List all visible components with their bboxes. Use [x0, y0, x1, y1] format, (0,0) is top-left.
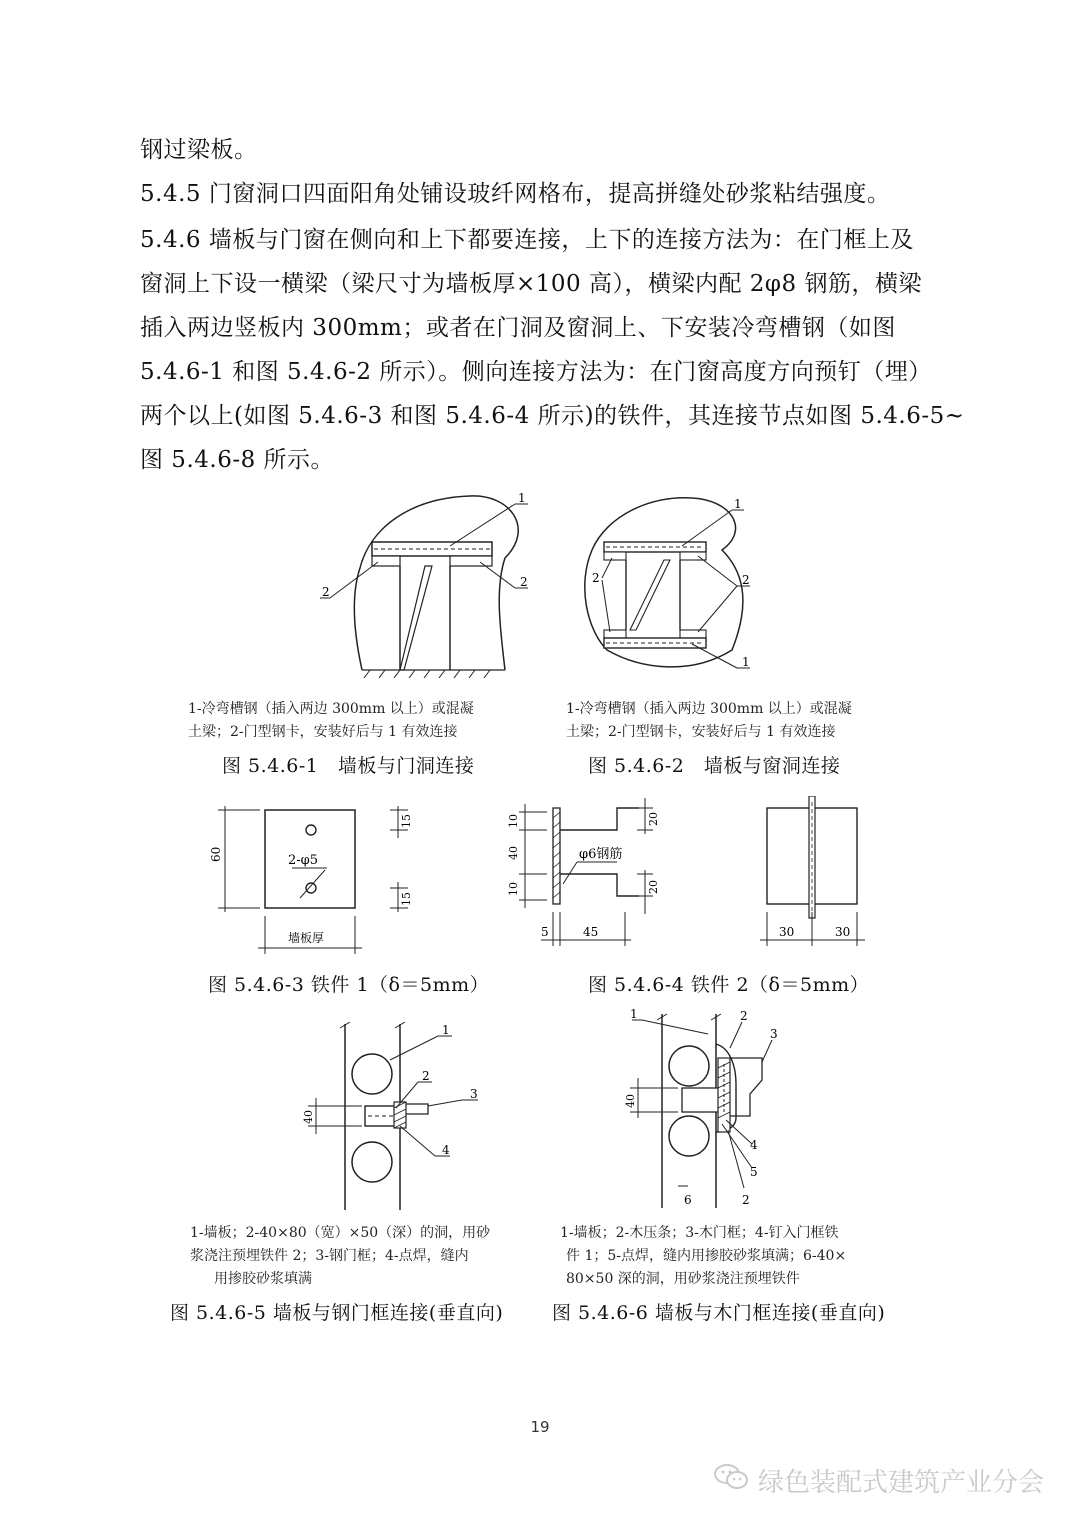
- dimension-label: 60: [209, 846, 223, 862]
- figure-note: 1-冷弯槽钢（插入两边 300mm 以上）或混凝: [188, 701, 474, 717]
- callout-label: 6: [684, 1193, 692, 1207]
- figure-caption: 图 5.4.6-5 墙板与钢门框连接(垂直向): [170, 1302, 504, 1324]
- figure-note: 1-冷弯槽钢（插入两边 300mm 以上）或混凝: [566, 701, 852, 717]
- figure-note: 用掺胶砂浆填满: [214, 1271, 312, 1287]
- dimension-label: φ6钢筋: [579, 847, 623, 862]
- dimension-label: 45: [583, 925, 599, 939]
- figure-caption: 图 5.4.6-6 墙板与木门框连接(垂直向): [552, 1302, 886, 1324]
- dimension-label: 20: [647, 812, 660, 826]
- callout-label: 2: [422, 1069, 430, 1083]
- callout-label: 2: [322, 585, 330, 599]
- paragraph-line: 窗洞上下设一横梁（梁尺寸为墙板厚×100 高），横梁内配 2φ8 钢筋，横梁: [140, 271, 922, 297]
- callout-label: 1: [742, 655, 750, 669]
- dimension-label: 5: [541, 925, 549, 939]
- figure-note: 土梁；2-门型钢卡，安装好后与 1 有效连接: [566, 724, 836, 740]
- figure-caption: 图 5.4.6-1 墙板与门洞连接: [222, 755, 475, 777]
- figure-note: 1-墙板；2-40×80（宽）×50（深）的洞，用砂: [190, 1225, 491, 1241]
- figure-steel-door-frame-connection: [300, 1022, 500, 1222]
- dimension-label: 2-φ5: [288, 853, 319, 868]
- callout-label: 2: [592, 571, 600, 585]
- callout-label: 1: [518, 491, 526, 505]
- callout-label: 2: [742, 1193, 750, 1207]
- figure-note: 土梁；2-门型钢卡，安装好后与 1 有效连接: [188, 724, 458, 740]
- page-number: 19: [530, 1418, 550, 1436]
- figure-caption: 图 5.4.6-3 铁件 1（δ＝5mm）: [208, 974, 490, 996]
- figure-door-opening-connection: [300, 488, 560, 678]
- paragraph-line: 图 5.4.6-8 所示。: [140, 447, 335, 473]
- figure-wood-door-frame-connection: [612, 1008, 812, 1218]
- paragraph-line: 钢过梁板。: [140, 137, 258, 163]
- figure-note: 浆浇注预埋铁件 2；3-钢门框；4-点焊，缝内: [190, 1248, 469, 1264]
- dimension-label: 10: [507, 882, 520, 896]
- dimension-label: 墙板厚: [288, 931, 325, 945]
- paragraph-line: 5.4.6-1 和图 5.4.6-2 所示）。侧向连接方法为：在门窗高度方向预钉（埋）: [140, 359, 932, 385]
- figure-note: 件 1；5-点焊，缝内用掺胶砂浆填满；6-40×: [566, 1248, 847, 1264]
- watermark-text: 绿色装配式建筑产业分会: [757, 1468, 1044, 1498]
- paragraph-line: 5.4.6 墙板与门窗在侧向和上下都要连接，上下的连接方法为：在门框上及: [140, 227, 914, 253]
- figure-iron-part-2: [505, 796, 885, 956]
- paragraph-line: 插入两边竖板内 300mm；或者在门洞及窗洞上、下安装冷弯槽钢（如图: [140, 315, 896, 341]
- callout-label: 3: [470, 1087, 478, 1101]
- dimension-label: 40: [507, 846, 520, 860]
- dimension-label: 15: [400, 892, 413, 906]
- dimension-label: 30: [835, 925, 851, 939]
- callout-label: 3: [770, 1027, 778, 1041]
- figure-note: 80×50 深的洞，用砂浆浇注预埋铁件: [566, 1271, 800, 1287]
- figure-iron-part-1: [200, 798, 430, 958]
- paragraph-line: 5.4.5 门窗洞口四面阳角处铺设玻纤网格布，提高拼缝处砂浆粘结强度。: [140, 181, 891, 207]
- callout-label: 4: [750, 1138, 758, 1152]
- dimension-label: 20: [647, 880, 660, 894]
- callout-label: 5: [750, 1165, 758, 1179]
- figure-caption: 图 5.4.6-4 铁件 2（δ＝5mm）: [588, 974, 870, 996]
- figure-note: 1-墙板；2-木压条；3-木门框；4-钉入门框铁: [560, 1225, 839, 1241]
- callout-label: 2: [742, 573, 750, 587]
- figure-caption: 图 5.4.6-2 墙板与窗洞连接: [588, 755, 841, 777]
- figure-window-opening-connection: [572, 490, 792, 680]
- callout-label: 1: [630, 1008, 638, 1021]
- watermark: [714, 1462, 1044, 1499]
- callout-label: 2: [520, 575, 528, 589]
- dimension-label: 40: [624, 1094, 637, 1108]
- dimension-label: 40: [302, 1110, 315, 1124]
- dimension-label: 10: [507, 814, 520, 828]
- callout-label: 4: [442, 1143, 450, 1157]
- dimension-label: 30: [779, 925, 795, 939]
- paragraph-line: 两个以上(如图 5.4.6-3 和图 5.4.6-4 所示)的铁件，其连接节点如图 5.4.6-5~: [140, 403, 965, 429]
- callout-label: 2: [740, 1009, 748, 1023]
- callout-label: 1: [442, 1023, 450, 1037]
- callout-label: 1: [734, 497, 742, 511]
- dimension-label: 15: [400, 814, 413, 828]
- wechat-icon: [714, 1463, 748, 1498]
